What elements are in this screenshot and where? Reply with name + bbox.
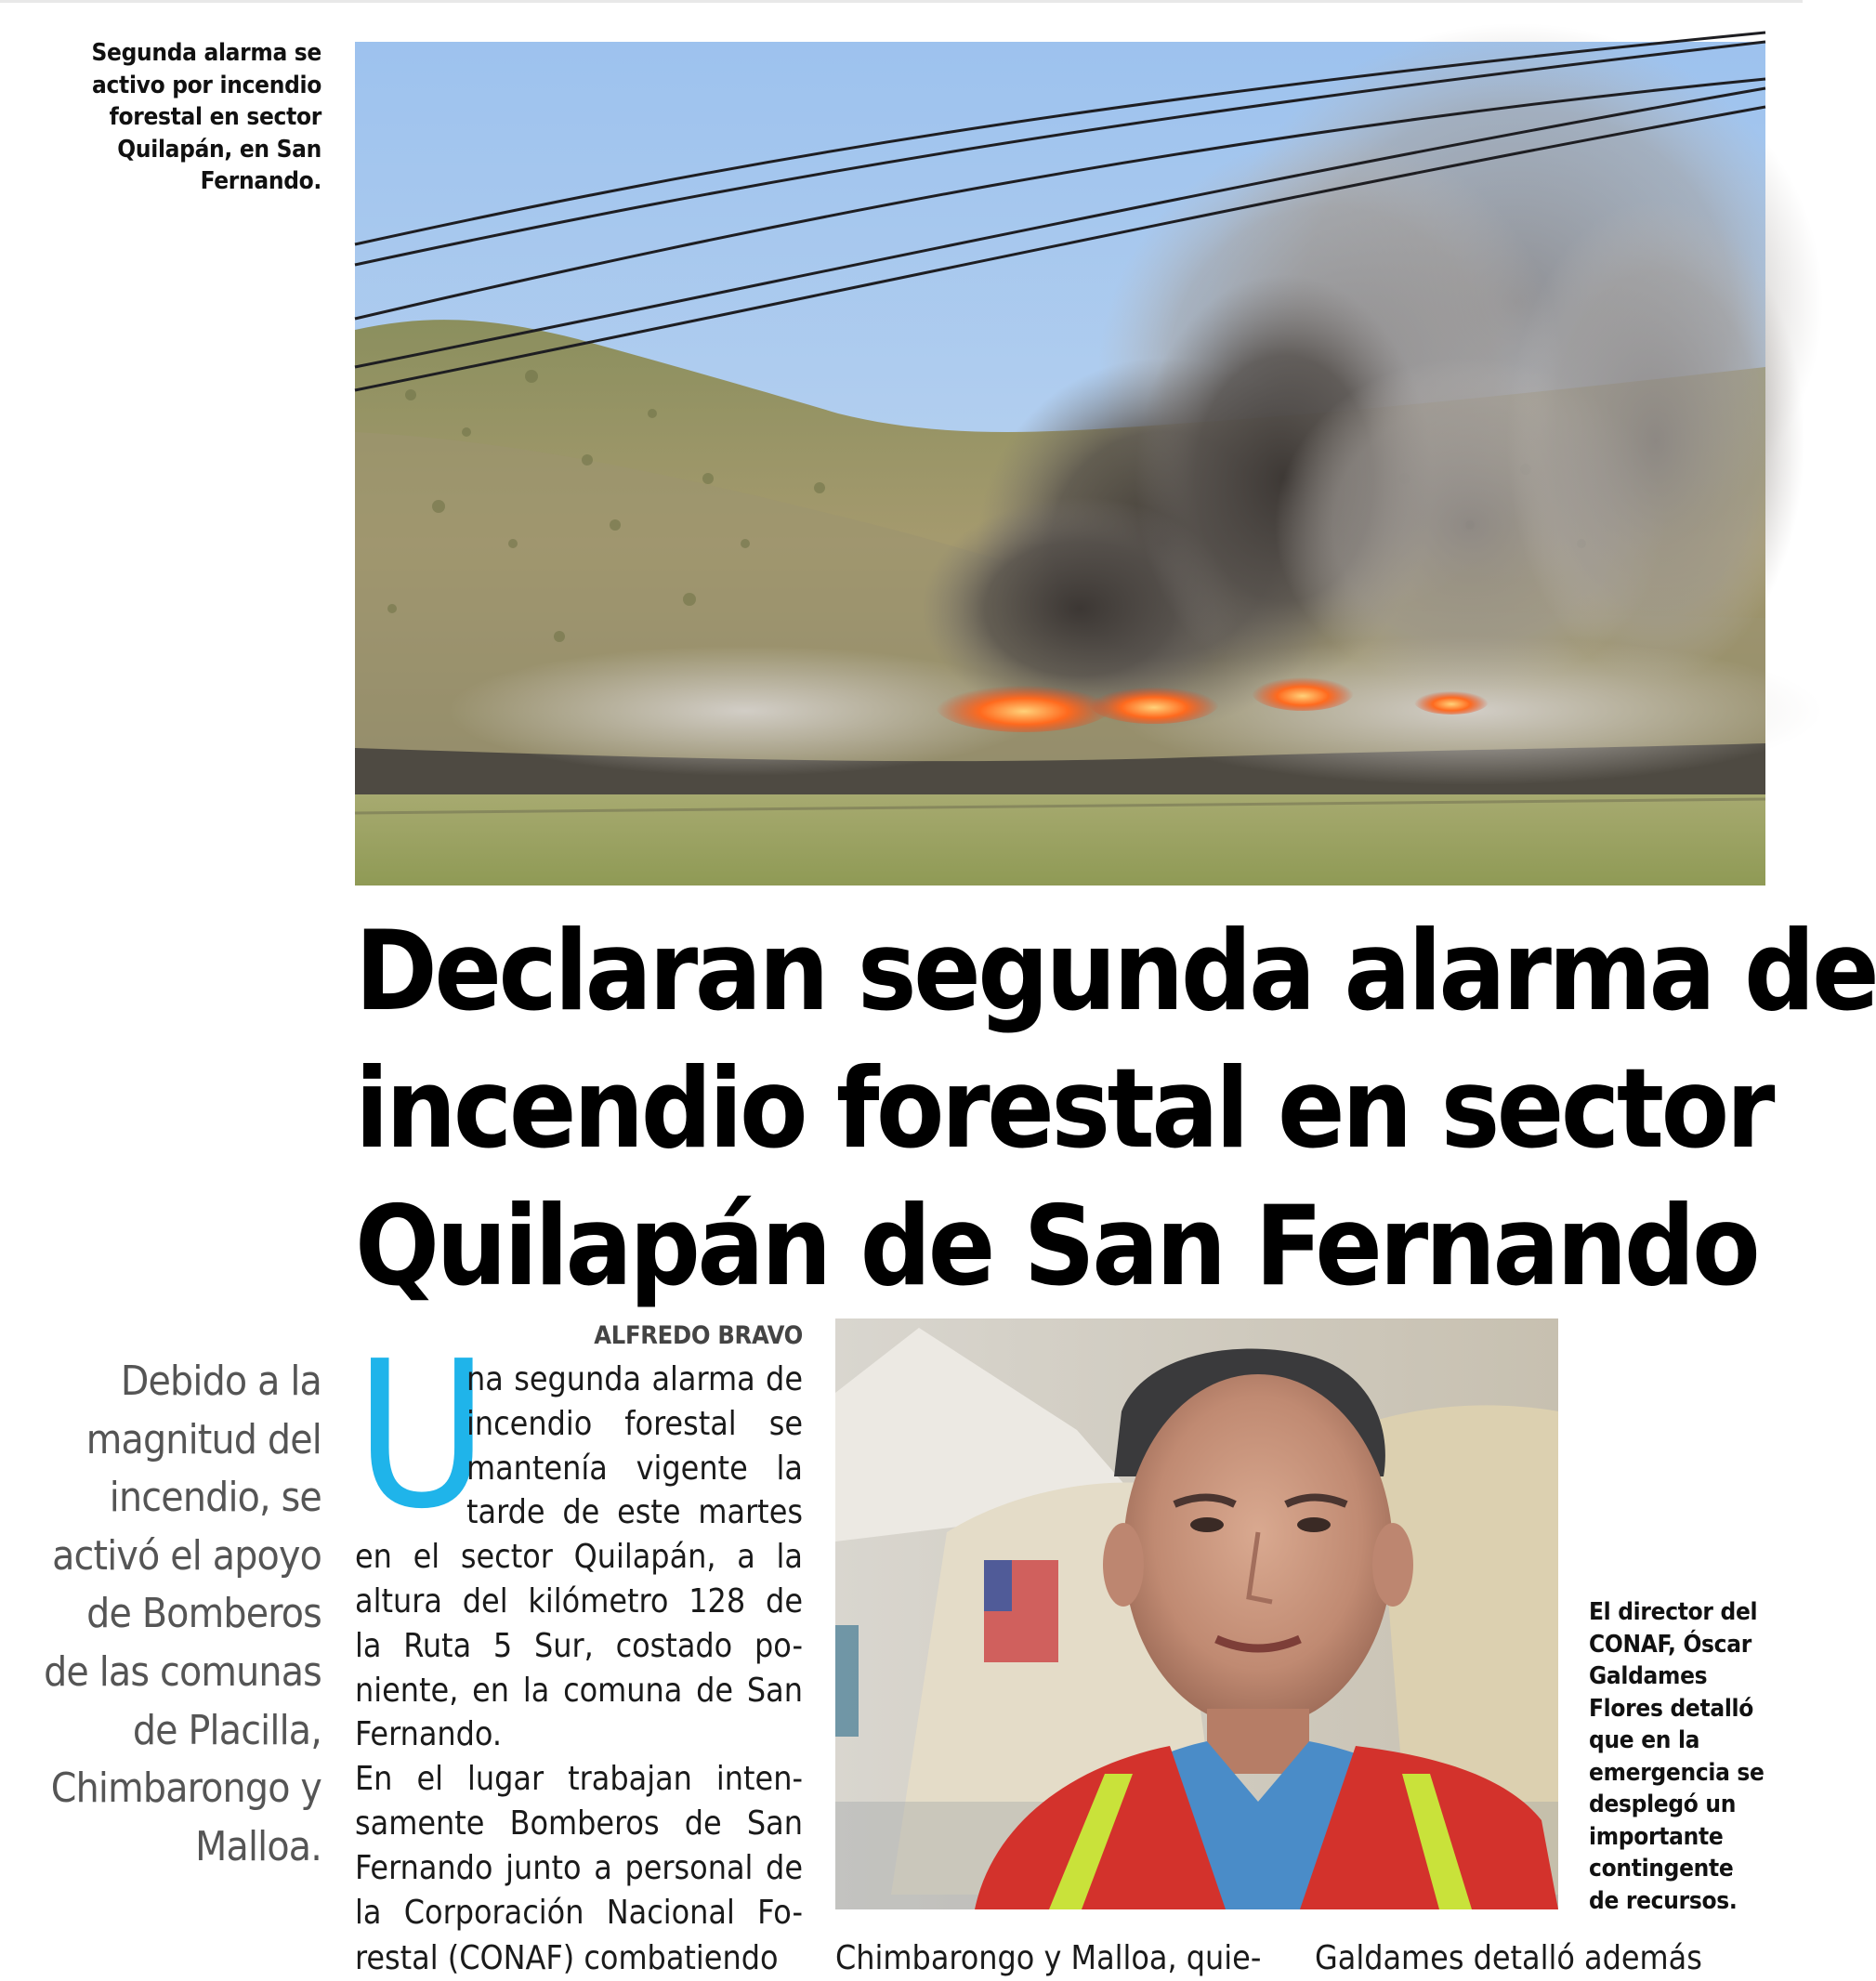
clipped-text-line bbox=[355, 1938, 803, 1977]
article-line: incendio forestal se bbox=[466, 1404, 803, 1443]
portrait-caption-line: El director del bbox=[1589, 1598, 1758, 1626]
photo-caption-line: Quilapán, en San bbox=[117, 135, 321, 164]
clipped-text: Chimbarongo y Malloa, quie- bbox=[835, 1939, 1262, 1977]
article-line: Fernando. bbox=[355, 1715, 502, 1754]
photo-caption-line: forestal en sector bbox=[109, 103, 321, 131]
article-line: la Corporación Nacional Fo- bbox=[355, 1893, 803, 1932]
portrait-caption-line: desplegó un bbox=[1589, 1791, 1737, 1818]
clipped-text-line bbox=[835, 1938, 1281, 1977]
pull-quote-line: magnitud del bbox=[85, 1415, 321, 1463]
clipped-text: Galdames detalló además bbox=[1315, 1939, 1702, 1977]
clipped-text: restal (CONAF) combatiendo bbox=[355, 1939, 779, 1977]
pull-quote-line: de Bomberos bbox=[86, 1590, 321, 1638]
top-rule bbox=[0, 0, 1803, 3]
fire-photo bbox=[355, 42, 1765, 886]
pull-quote-line: incendio, se bbox=[109, 1474, 321, 1522]
portrait-caption-line: CONAF, Óscar bbox=[1589, 1630, 1751, 1659]
byline: ALFREDO BRAVO bbox=[594, 1321, 803, 1350]
pull-quote-line: Debido a la bbox=[120, 1358, 321, 1405]
photo-caption bbox=[74, 37, 321, 198]
photo-caption-line: Segunda alarma se bbox=[91, 39, 321, 67]
clipped-text-line bbox=[1315, 1938, 1765, 1977]
headline bbox=[355, 903, 1876, 1316]
portrait-photo bbox=[835, 1318, 1558, 1909]
article-line: mantenía vigente la bbox=[466, 1449, 803, 1488]
pull-quote-line: activó el apoyo bbox=[52, 1531, 321, 1580]
headline-line: incendio forestal en sector bbox=[355, 1045, 1772, 1174]
article-line: samente Bomberos de San bbox=[355, 1804, 803, 1843]
pull-quote-line: Chimbarongo y bbox=[50, 1765, 321, 1813]
article-line: En el lugar trabajan inten- bbox=[355, 1760, 803, 1799]
article-line: la Ruta 5 Sur, costado po- bbox=[355, 1626, 803, 1665]
portrait-caption-line: Galdames bbox=[1589, 1662, 1708, 1690]
portrait-caption-line: emergencia se bbox=[1589, 1758, 1764, 1787]
portrait-caption-line: importante bbox=[1589, 1822, 1724, 1851]
portrait-caption-line: de recursos. bbox=[1589, 1886, 1738, 1915]
portrait-caption bbox=[1589, 1596, 1784, 1917]
portrait-caption-line: Flores detalló bbox=[1589, 1694, 1754, 1723]
photo-caption-line: Fernando. bbox=[200, 167, 321, 195]
article-line: altura del kilómetro 128 de bbox=[355, 1581, 803, 1620]
pull-quote-line: Malloa. bbox=[195, 1822, 321, 1870]
pull-quote bbox=[19, 1353, 321, 1876]
article-line: en el sector Quilapán, a la bbox=[355, 1538, 803, 1577]
pull-quote-line: de Placilla, bbox=[132, 1706, 321, 1754]
article-line: na segunda alarma de bbox=[466, 1360, 803, 1398]
portrait-caption-line: que en la bbox=[1589, 1726, 1700, 1754]
article-line: tarde de este martes bbox=[466, 1493, 803, 1532]
article-line: niente, en la comuna de San bbox=[355, 1671, 803, 1710]
pull-quote-line: de las comunas bbox=[44, 1647, 321, 1696]
drop-cap: U bbox=[355, 1318, 489, 1554]
headline-line: Quilapán de San Fernando bbox=[355, 1183, 1758, 1311]
portrait-caption-line: contingente bbox=[1589, 1855, 1734, 1883]
article-line: Fernando junto a personal de bbox=[355, 1848, 803, 1887]
headline-line: Declaran segunda alarma de bbox=[355, 908, 1876, 1036]
photo-caption-line: activo por incendio bbox=[92, 71, 321, 99]
